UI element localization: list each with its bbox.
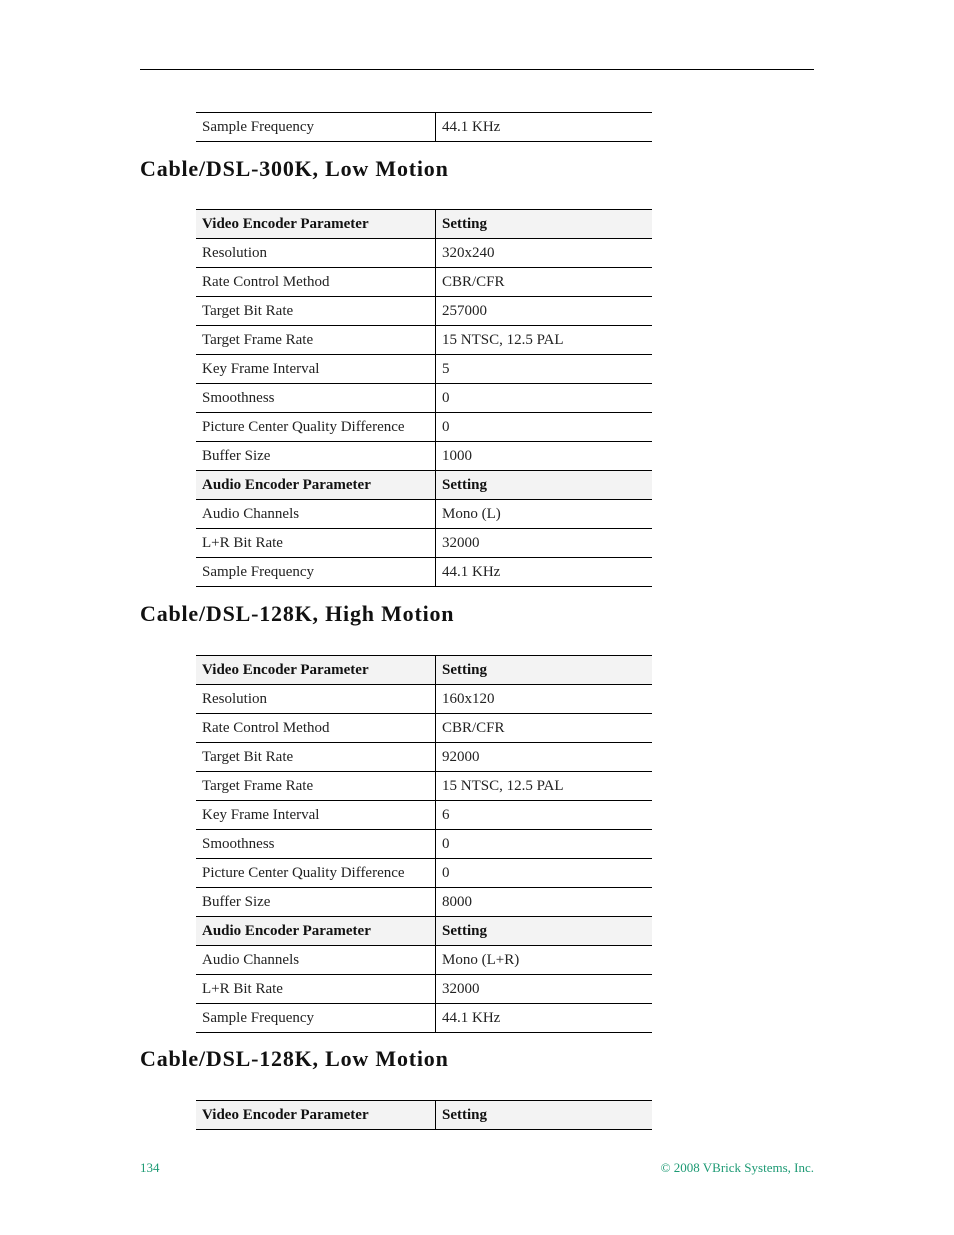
param-name-cell: Target Frame Rate: [196, 772, 436, 801]
top-rule: [140, 69, 814, 70]
table-row: [196, 529, 652, 558]
params-table-128k-high: [196, 655, 652, 1033]
param-value-cell: 44.1 KHz: [436, 1004, 653, 1033]
param-name-cell: Audio Channels: [196, 946, 436, 975]
section-heading-300k-low: Cable/DSL-300K, Low Motion: [140, 156, 449, 181]
table-row: [196, 830, 652, 859]
param-value-cell: 0: [436, 859, 653, 888]
table-header-row: [196, 1101, 652, 1130]
table-row: [196, 113, 652, 142]
param-name-cell: Sample Frequency: [196, 558, 436, 587]
table-row: [196, 239, 652, 268]
column-header-setting: Setting: [436, 656, 653, 685]
table-row: [196, 743, 652, 772]
table-row: [196, 442, 652, 471]
param-name-cell: Smoothness: [196, 830, 436, 859]
section-heading-128k-low: Cable/DSL-128K, Low Motion: [140, 1046, 449, 1071]
param-value-cell: 0: [436, 830, 653, 859]
param-value-cell: 160x120: [436, 685, 653, 714]
param-value-cell: 15 NTSC, 12.5 PAL: [436, 772, 653, 801]
param-name-cell: L+R Bit Rate: [196, 529, 436, 558]
column-header-parameter: Video Encoder Parameter: [196, 1101, 436, 1130]
column-header-setting: Setting: [436, 917, 653, 946]
column-header-parameter: Audio Encoder Parameter: [196, 917, 436, 946]
column-header-setting: Setting: [436, 471, 653, 500]
param-name-cell: Rate Control Method: [196, 268, 436, 297]
param-name-cell: Buffer Size: [196, 442, 436, 471]
param-name-cell: Key Frame Interval: [196, 801, 436, 830]
param-value-cell: Mono (L+R): [436, 946, 653, 975]
continued-params-table: [196, 112, 652, 142]
param-name-cell: Smoothness: [196, 384, 436, 413]
param-value-cell: Mono (L): [436, 500, 653, 529]
table-row: [196, 714, 652, 743]
table-row: [196, 500, 652, 529]
param-value-cell: 6: [436, 801, 653, 830]
param-value-cell: 44.1 KHz: [436, 113, 653, 142]
param-value-cell: 0: [436, 384, 653, 413]
column-header-setting: Setting: [436, 210, 653, 239]
param-value-cell: 44.1 KHz: [436, 558, 653, 587]
param-name-cell: Resolution: [196, 239, 436, 268]
param-name-cell: Key Frame Interval: [196, 355, 436, 384]
column-header-parameter: Audio Encoder Parameter: [196, 471, 436, 500]
param-name-cell: Target Bit Rate: [196, 743, 436, 772]
table-row: [196, 975, 652, 1004]
table-header-row: [196, 210, 652, 239]
param-name-cell: Sample Frequency: [196, 113, 436, 142]
table-header-row: [196, 471, 652, 500]
param-value-cell: 257000: [436, 297, 653, 326]
table-row: [196, 685, 652, 714]
table-row: [196, 946, 652, 975]
section-heading-128k-high: Cable/DSL-128K, High Motion: [140, 601, 455, 626]
table-row: [196, 268, 652, 297]
param-name-cell: Resolution: [196, 685, 436, 714]
table-row: [196, 801, 652, 830]
param-name-cell: Rate Control Method: [196, 714, 436, 743]
page-number: 134: [140, 1160, 160, 1175]
param-value-cell: CBR/CFR: [436, 714, 653, 743]
param-name-cell: Target Frame Rate: [196, 326, 436, 355]
table-row: [196, 297, 652, 326]
table-row: [196, 413, 652, 442]
params-table-128k-low: [196, 1100, 652, 1130]
param-name-cell: L+R Bit Rate: [196, 975, 436, 1004]
table-header-row: [196, 656, 652, 685]
param-value-cell: 32000: [436, 529, 653, 558]
column-header-parameter: Video Encoder Parameter: [196, 656, 436, 685]
table-header-row: [196, 917, 652, 946]
copyright-notice: © 2008 VBrick Systems, Inc.: [660, 1160, 814, 1175]
table-row: [196, 384, 652, 413]
param-name-cell: Buffer Size: [196, 888, 436, 917]
param-value-cell: 0: [436, 413, 653, 442]
params-table-300k-low: [196, 209, 652, 587]
param-name-cell: Picture Center Quality Difference: [196, 859, 436, 888]
param-name-cell: Audio Channels: [196, 500, 436, 529]
param-name-cell: Picture Center Quality Difference: [196, 413, 436, 442]
table-row: [196, 1004, 652, 1033]
table-row: [196, 772, 652, 801]
table-row: [196, 326, 652, 355]
table-row: [196, 859, 652, 888]
table-row: [196, 355, 652, 384]
param-value-cell: 92000: [436, 743, 653, 772]
column-header-parameter: Video Encoder Parameter: [196, 210, 436, 239]
table-row: [196, 558, 652, 587]
column-header-setting: Setting: [436, 1101, 653, 1130]
param-name-cell: Sample Frequency: [196, 1004, 436, 1033]
param-value-cell: 15 NTSC, 12.5 PAL: [436, 326, 653, 355]
param-value-cell: 32000: [436, 975, 653, 1004]
param-value-cell: 1000: [436, 442, 653, 471]
param-value-cell: CBR/CFR: [436, 268, 653, 297]
param-value-cell: 5: [436, 355, 653, 384]
param-value-cell: 8000: [436, 888, 653, 917]
table-row: [196, 888, 652, 917]
param-name-cell: Target Bit Rate: [196, 297, 436, 326]
param-value-cell: 320x240: [436, 239, 653, 268]
